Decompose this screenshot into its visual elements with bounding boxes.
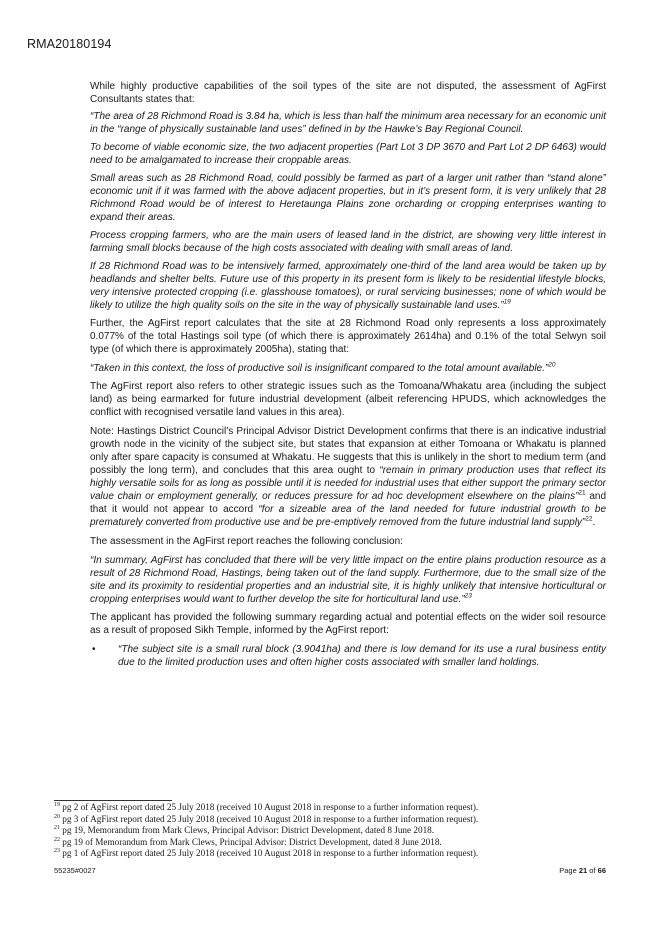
page-indicator: Page 21 of 66 xyxy=(559,866,606,875)
footnote-19: $^{19}$ pg 2 of AgFirst report dated 25 July 2018 (received 10 August 2018 in response to a further information request). xyxy=(54,801,479,812)
bullet-list xyxy=(90,643,606,669)
footnote-ref-22[interactable]: 22 xyxy=(585,515,593,523)
quote-insignificant-loss: “Taken in this context, the loss of productive soil is insignificant compared to the total amount available.”$^{20}$ xyxy=(90,361,556,374)
footnote-21: $^{21}$ pg 19, Memorandum from Mark Clews, Principal Advisor: District Development, dated 8 June 2018. xyxy=(54,824,435,835)
footnote-ref-23[interactable]: 23 xyxy=(464,592,472,600)
quote-intensive-farming: If 28 Richmond Road was to be intensively farmed, approximately one-third of the land area would be taken up by headlands and shelter belts. Future use of this property in its present form is likely to be residential lifestyle blocks, very intensive protected cropping (i.e. glasshouse tomatoes), or rural servicing businesses; none of which would be likely to utilize the high quality soils on the site in the way of physically sustainable land uses.”$^{19}$ xyxy=(90,261,606,311)
paragraph-intro: While highly productive capabilities of the soil types of the site are not disputed, the assessment of AgFirst Consultants states that: xyxy=(90,81,606,105)
list-item: • “The subject site is a small rural block (3.9041ha) and there is low demand for its use a rural business entity due to the limited production uses and often higher costs associated with smaller land holdings. xyxy=(92,644,606,668)
footnote-22: $^{22}$ pg 19 of Memorandum from Mark Clews, Principal Advisor: District Development, dated 8 June 2018. xyxy=(54,836,442,847)
document-reference: RMA20180194 xyxy=(27,37,112,51)
footnote-23: $^{23}$ pg 1 of AgFirst report dated 25 July 2018 (received 10 August 2018 in response to a further information request). xyxy=(54,847,479,858)
footnote-ref-21[interactable]: 21 xyxy=(578,489,586,497)
paragraph-conclusion-intro: The assessment in the AgFirst report reaches the following conclusion: xyxy=(90,536,403,547)
quote-process-cropping: Process cropping farmers, who are the main users of leased land in the district, are showing very little interest in farming small blocks because of the high costs associated with dealing with small areas of land. xyxy=(90,230,606,254)
footnote-ref-20[interactable]: 20 xyxy=(548,361,556,369)
bullet-icon: • xyxy=(92,644,96,655)
footnote-20: $^{20}$ pg 3 of AgFirst report dated 25 July 2018 (received 10 August 2018 in response to a further information request). xyxy=(54,813,479,824)
quote-viable-size: To become of viable economic size, the two adjacent properties (Part Lot 3 DP 3670 and Part Lot 2 DP 6463) would need to be amalgamated to increase their croppable areas. xyxy=(90,142,606,166)
paragraph-applicant-summary: The applicant has provided the following summary regarding actual and potential effects on the wider soil resource as a result of proposed Sikh Temple, informed by the AgFirst report: xyxy=(90,612,606,636)
paragraph-council-note: Note: Hastings District Council’s Principal Advisor District Development confirms that there is an indicative industrial growth node in the vicinity of the subject site, but states that expansion at either Tomoana or Whakatu is planned only after spare capacity is consumed at Whakatu. He suggests that this is unlikely in the short to medium term (and possibly the long term), and concludes that this area ought to “remain in primary production uses that reflect its highly versatile soils for as long as possible until it is needed for industrial uses that either support the primary sector value chain or employment generally, or reduces pressure for ad hoc development elsewhere on the plains”$^{21}$ and that it would not appear to accord “for a sizeable area of the land needed for future industrial growth to be prematurely converted from productive use and be pre-emptively removed from the future industrial land supply”$^{22}$. xyxy=(90,426,607,528)
paragraph-strategic-issues: The AgFirst report also refers to other strategic issues such as the Tomoana/Whakatu area (including the subject land) as being earmarked for future industrial development (albeit referencing HPUDS, which acknowledges the conflict with recognised versatile land values in this area). xyxy=(90,381,606,418)
document-body xyxy=(90,80,606,669)
quote-small-areas: Small areas such as 28 Richmond Road, could possibly be farmed as part of a larger unit rather than “stand alone” economic unit if it was farmed with the above adjacent properties, but in it’s present form, it is very unlikely that 28 Richmond Road would be of interest to Heretaunga Plains zone orcharding or cropping enterprises wanting to expand their areas. xyxy=(90,173,606,223)
quote-area-size: “The area of 28 Richmond Road is 3.84 ha, which is less than half the minimum area necessary for an economic unit in the “range of physically sustainable land uses” defined in by the Hawke’s Bay Regional Council. xyxy=(90,111,606,135)
footnote-separator xyxy=(54,800,172,801)
footnote-ref-19[interactable]: 19 xyxy=(503,298,511,306)
paragraph-soil-loss: Further, the AgFirst report calculates that the site at 28 Richmond Road only represents a loss approximately 0.077% of the total Hastings soil type (of which there is approximately 2614ha) and 0.1% of the total Selwyn soil type (of which there is approximately 2005ha), stating that: xyxy=(90,318,606,355)
footnotes xyxy=(54,802,610,860)
document-id: 55235#0027 xyxy=(54,866,96,875)
quote-summary: “In summary, AgFirst has concluded that there will be very little impact on the entire plains production resource as a result of 28 Richmond Road, Hastings, being taken out of the land supply. Furthermore, due to the small size of the site and its proximity to residential properties and an industrial site, it is highly unlikely that intensive horticultural or cropping enterprises would want to further develop the site for horticultural land use.”$^{23}$ xyxy=(90,555,606,605)
